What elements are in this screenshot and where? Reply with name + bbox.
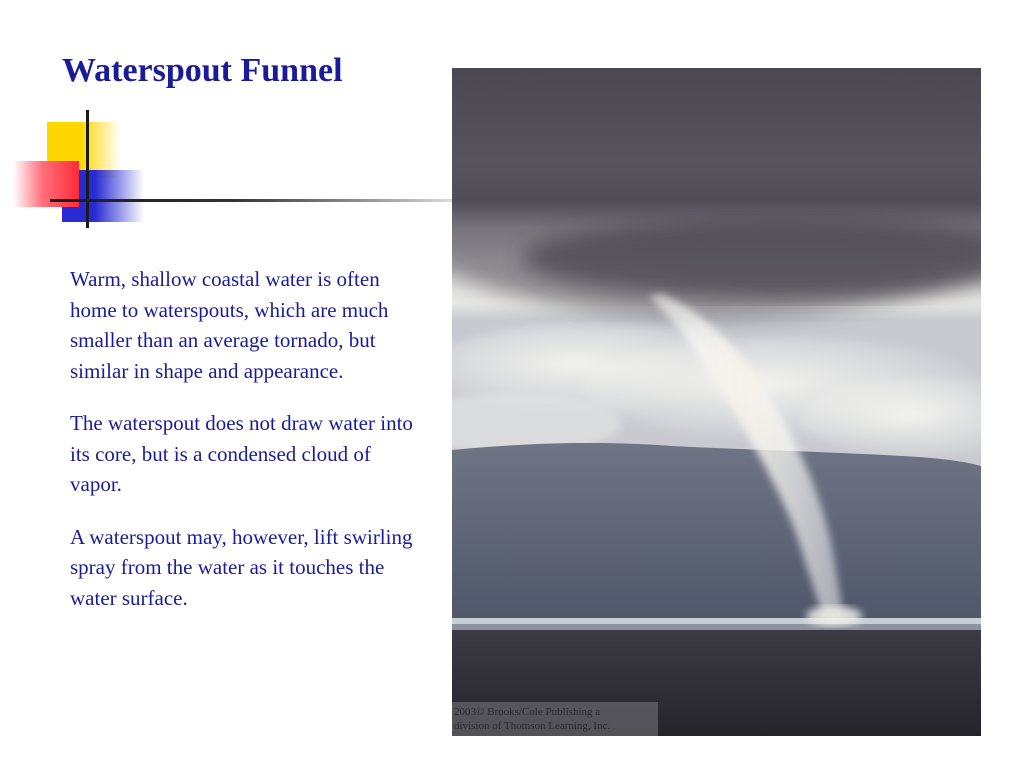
waterspout-photo-image xyxy=(452,68,981,736)
photo-credit-line-1: 2003© Brooks/Cole Publishing a xyxy=(454,706,601,718)
paragraph-1: Warm, shallow coastal water is often home to waterspouts, which are much smaller than an average tornado, but similar in shape and appearance. xyxy=(70,267,389,383)
ornament-horizontal-line xyxy=(50,199,455,202)
paragraph-3: A waterspout may, however, lift swirling spray from the water as it touches the water surface. xyxy=(70,524,413,610)
body-text xyxy=(70,264,420,635)
photo-credit xyxy=(452,702,658,736)
paragraph-2: The waterspout does not draw water into its core, but is a condensed cloud of vapor. xyxy=(70,411,413,496)
photo-credit-line-2: division of Thomson Learning, Inc. xyxy=(454,720,611,732)
slide-title: Waterspout Funnel xyxy=(62,52,343,89)
decorative-ornament xyxy=(0,0,460,240)
ornament-vertical-line xyxy=(86,110,89,228)
waterspout-photo xyxy=(452,68,981,736)
